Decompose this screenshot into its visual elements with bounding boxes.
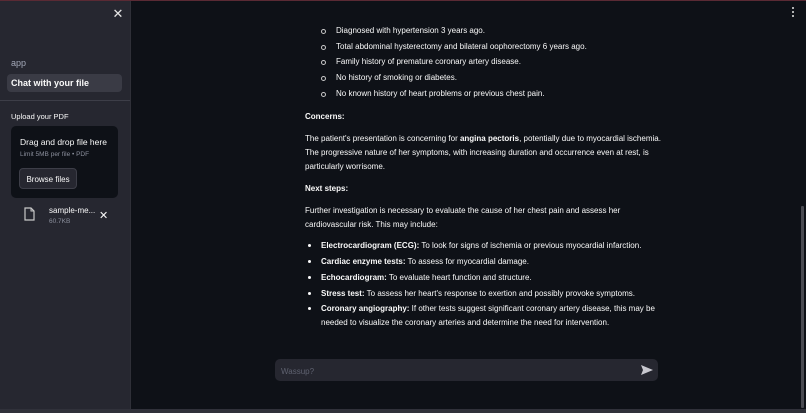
kebab-dot: [792, 15, 794, 17]
history-item: No known history of heart problems or previous chest pain.: [305, 87, 665, 103]
close-icon: ✕: [99, 210, 109, 222]
history-item: Total abdominal hysterectomy and bilateral oophorectomy 6 years ago.: [305, 40, 665, 56]
history-item: Diagnosed with hypertension 3 years ago.: [305, 24, 665, 40]
next-step-item: [305, 302, 665, 330]
file-size: 60.7KB: [49, 218, 71, 225]
main-scrollbar[interactable]: [801, 206, 804, 408]
browse-files-button[interactable]: Browse files: [19, 168, 77, 189]
sidebar-divider: [0, 100, 130, 101]
file-name: sample-me...: [49, 206, 96, 215]
step-term: Coronary angiography:: [321, 304, 410, 314]
remove-file-button[interactable]: [99, 209, 108, 222]
assistant-message: [305, 24, 665, 332]
close-sidebar-button[interactable]: [112, 8, 124, 20]
concerns-heading: Concerns:: [305, 112, 345, 122]
concerns-text: The patient's presentation is concerning for: [305, 134, 460, 144]
main-menu-button[interactable]: [789, 7, 797, 19]
uploaded-file-item: [22, 204, 122, 228]
history-item: Family history of premature coronary artery disease.: [305, 55, 665, 71]
concerns-diagnosis: angina pectoris: [459, 134, 520, 144]
file-icon: [24, 207, 35, 221]
history-list: [305, 24, 665, 102]
step-desc: To assess for myocardial damage.: [405, 257, 529, 267]
next-steps-list: [305, 239, 665, 330]
step-desc: If other tests suggest significant coronary artery disease, this may be needed to visualize the coronary arteries and determine the need for intervention.: [321, 304, 655, 328]
send-icon[interactable]: [641, 365, 653, 375]
concerns-paragraph: [305, 132, 665, 174]
step-term: Echocardiogram:: [321, 272, 387, 282]
step-desc: To evaluate heart function and structure.: [386, 272, 532, 282]
dropzone-title: Drag and drop file here: [20, 137, 107, 147]
sidebar-item-chat-with-your-file[interactable]: Chat with your file: [7, 74, 122, 92]
kebab-menu-icon: [792, 7, 794, 9]
close-icon: ✕: [112, 6, 124, 21]
concerns-text: , potentially due to myocardial ischemia. The progressive nature of her symptoms, with increasing duration and occurrence even at rest, is particularly worrisome.: [305, 134, 661, 172]
step-desc: To look for signs of ischemia or previous myocardial infarction.: [419, 241, 642, 251]
upload-label: Upload your PDF: [11, 112, 69, 121]
step-term: Electrocardiogram (ECG):: [321, 241, 420, 251]
next-step-item: [305, 271, 665, 285]
chat-input[interactable]: [279, 362, 633, 380]
file-dropzone[interactable]: [11, 126, 118, 198]
history-item: No history of smoking or diabetes.: [305, 71, 665, 87]
next-step-item: [305, 287, 665, 301]
step-term: Cardiac enzyme tests:: [321, 257, 406, 267]
chat-input-container: [275, 359, 658, 381]
sidebar: [0, 1, 131, 409]
sidebar-item-app[interactable]: app: [11, 58, 27, 68]
dropzone-limit: Limit 5MB per file • PDF: [20, 151, 90, 158]
kebab-dot: [792, 11, 794, 13]
window-bottom-edge: [0, 409, 806, 413]
next-steps-heading: Next steps:: [305, 184, 349, 194]
step-term: Stress test:: [321, 288, 365, 298]
next-steps-intro: Further investigation is necessary to evaluate the cause of her chest pain and assess her cardiovascular risk. This may include:: [305, 206, 621, 230]
step-desc: To assess her heart's response to exertion and possibly provoke symptoms.: [364, 288, 635, 298]
next-step-item: [305, 239, 665, 253]
next-step-item: [305, 255, 665, 269]
